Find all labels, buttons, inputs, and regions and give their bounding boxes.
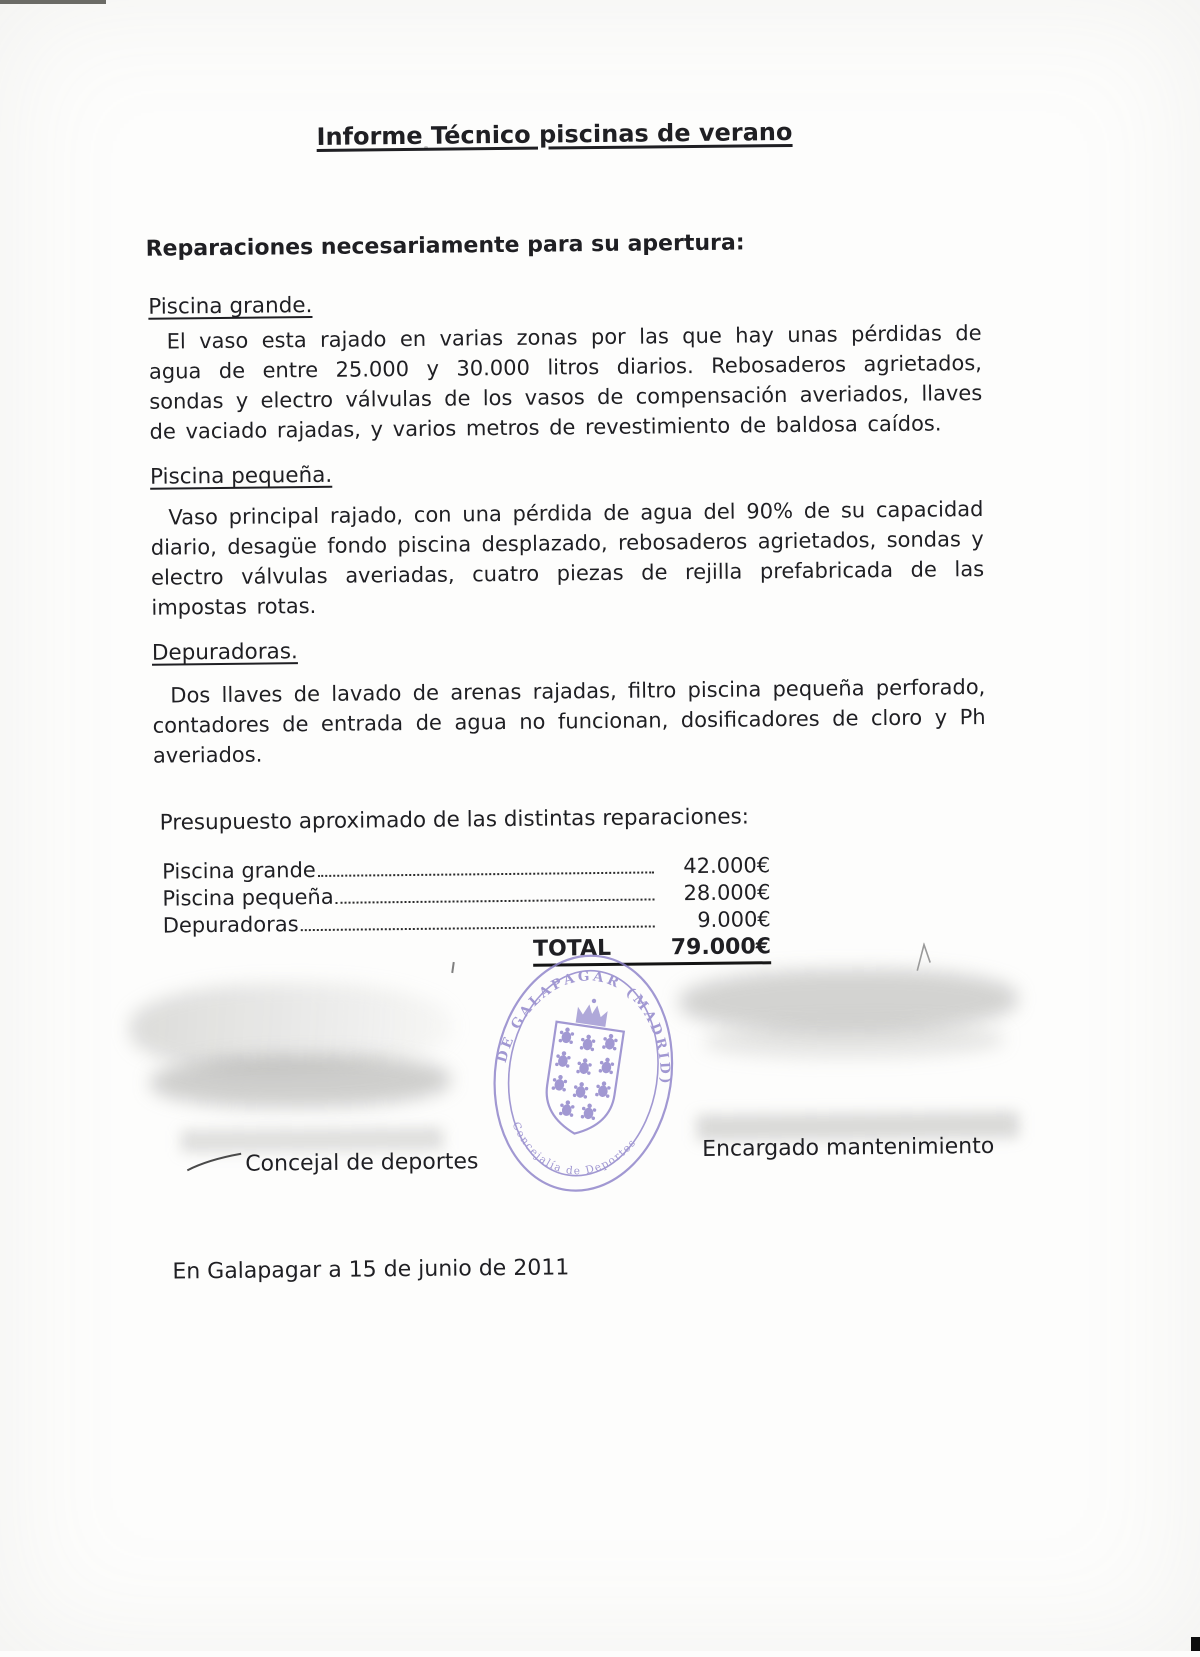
budget-dots-leader	[301, 925, 655, 931]
date-line: En Galapagar a 15 de junio de 2011	[172, 1255, 570, 1285]
section-heading: Reparaciones necesariamente para su apertura:	[145, 230, 745, 262]
budget-item-label: Depuradoras	[162, 912, 299, 938]
signature-label-left: Concejal de deportes	[245, 1149, 479, 1177]
signature-blur-left	[150, 1054, 451, 1109]
budget-item-label: Piscina pequeña	[162, 884, 334, 911]
signature-label-right: Encargado mantenimiento	[701, 1133, 995, 1162]
stamp-ring-text-bottom: Concejalía de Deportes	[509, 1120, 639, 1178]
stamp-crown	[576, 997, 610, 1027]
pen-stroke	[185, 1150, 245, 1175]
stamp-ring-text-top: DE GALAPAGAR (MADRID)	[493, 968, 674, 1087]
signature-blur-right	[704, 1022, 1004, 1059]
total-label: TOTAL	[532, 935, 612, 962]
budget-dots-leader	[318, 871, 654, 877]
budget-dots-leader	[336, 898, 655, 903]
budget-item-amount: 42.000€	[683, 853, 771, 879]
total-amount: 79.000€	[670, 934, 772, 961]
budget-item-amount: 9.000€	[697, 907, 771, 932]
budget-item-amount: 28.000€	[683, 880, 771, 906]
section-paragraph-piscina-pequena: Vaso principal rajado, con una pérdida de agua del 90% de su capacidad diario, desagüe fondo piscina desplazado, rebosaderos agrietados, sondas y electro válvulas averiadas, cuatro piezas de rejilla prefabricada de las impostas rotas.	[150, 496, 985, 620]
section-subtitle-piscina-grande: Piscina grande.	[148, 292, 313, 320]
scan-artifact-corner-mark	[1191, 1637, 1200, 1651]
scan-artifact-speck	[424, 146, 428, 149]
handwriting-caret-mark	[915, 943, 933, 973]
official-stamp	[471, 936, 695, 1211]
scan-artifact-top-bar	[0, 0, 106, 4]
section-subtitle-piscina-pequena: Piscina pequeña.	[149, 462, 333, 490]
budget-intro: Presupuesto aproximado de las distintas reparaciones:	[159, 804, 750, 836]
section-subtitle-depuradoras: Depuradoras.	[151, 639, 298, 666]
section-paragraph-piscina-grande: El vaso esta rajado en varias zonas por las que hay unas pérdidas de agua de entre 25.000 y 30.000 litros diarios. Rebosaderos agrietados, sondas y electro válvulas de los vasos de compensación averiados, llaves de vaciado rajadas, y varios metros de revestimiento de baldosa caídos.	[148, 320, 983, 444]
page-title: Informe Técnico piscinas de verano	[316, 117, 793, 151]
budget-list	[162, 850, 771, 970]
signature-blur-left	[181, 1128, 443, 1153]
budget-item-label: Piscina grande	[162, 857, 316, 884]
section-paragraph-depuradoras: Dos llaves de lavado de arenas rajadas, filtro piscina pequeña perforado, contadores de entrada de agua no funcionan, dosificadores de cloro y Ph averiados.	[152, 674, 986, 768]
